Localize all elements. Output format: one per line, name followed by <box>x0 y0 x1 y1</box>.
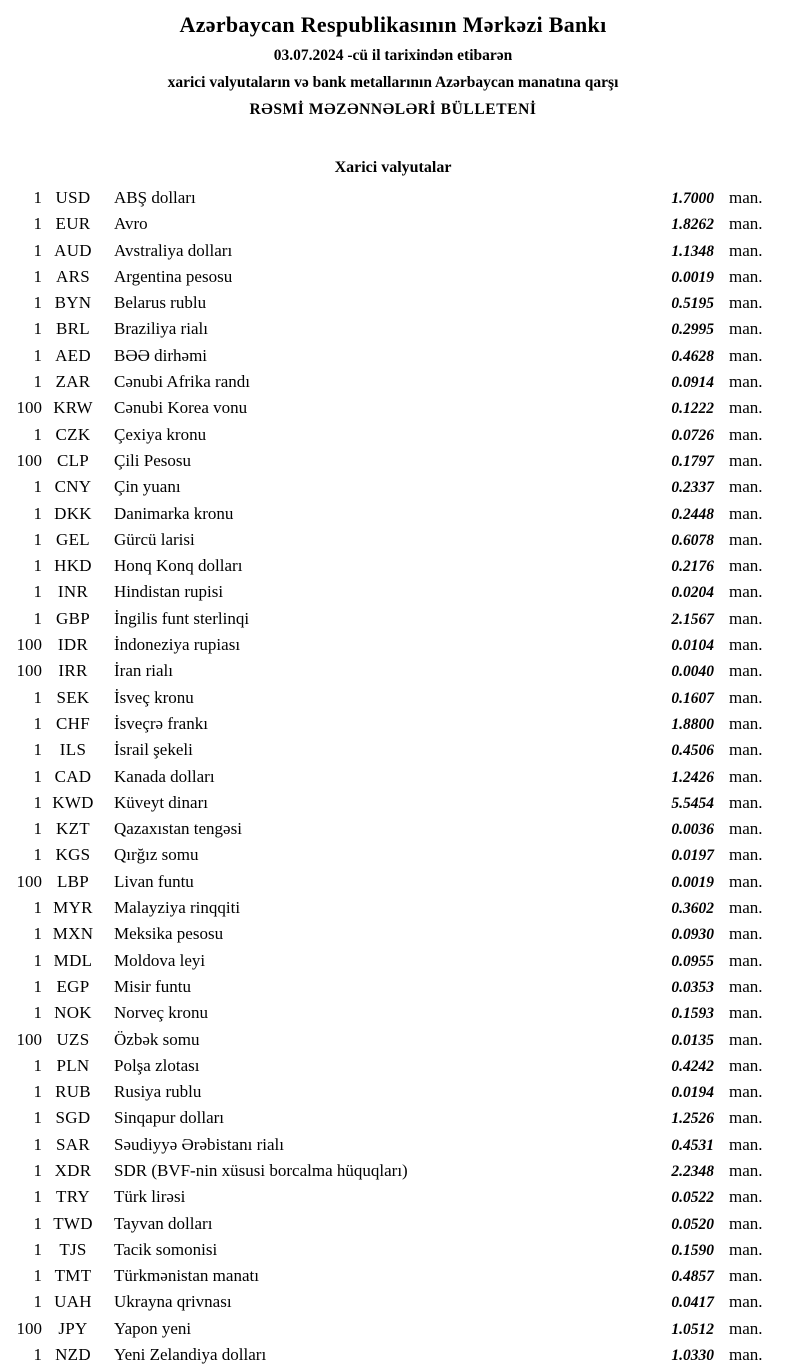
currency-row <box>14 737 772 763</box>
currency-code-cell: LBP <box>56 871 90 891</box>
nominal-cell: 1 <box>33 924 42 944</box>
currency-unit-cell: man. <box>729 529 763 549</box>
bulletin-header <box>14 12 772 119</box>
rate-value-cell: 0.2448 <box>671 505 714 523</box>
rate-value-cell: 0.0726 <box>671 426 714 444</box>
section-title-foreign-currencies: Xarici valyutalar <box>334 159 452 176</box>
currency-unit-cell: man. <box>729 319 763 339</box>
rate-value-cell: 1.0512 <box>671 1320 714 1338</box>
currency-name-cell: Çili Pesosu <box>114 450 191 470</box>
bank-title: Azərbaycan Respublikasının Mərkəzi Bankı <box>179 12 607 37</box>
currency-name-cell: İsrail şekeli <box>114 740 193 760</box>
nominal-cell: 100 <box>16 450 42 470</box>
currency-name-cell: Türk lirəsi <box>114 1187 186 1207</box>
currency-unit-cell: man. <box>729 819 763 839</box>
currency-unit-cell: man. <box>729 1134 763 1154</box>
currency-name-cell: Qazaxıstan tengəsi <box>114 819 242 839</box>
currency-row <box>14 1079 772 1105</box>
rate-value-cell: 1.1348 <box>671 242 714 260</box>
nominal-cell: 1 <box>33 713 42 733</box>
rate-value-cell: 0.4242 <box>671 1057 714 1075</box>
currency-name-cell: SDR (BVF-nin xüsusi borcalma hüquqları) <box>114 1160 408 1180</box>
currency-row <box>14 1184 772 1210</box>
currency-name-cell: İsveçrə frankı <box>114 713 208 733</box>
currency-row <box>14 1211 772 1237</box>
currency-name-cell: Səudiyyə Ərəbistanı rialı <box>114 1134 284 1154</box>
currency-code-cell: CNY <box>54 477 92 497</box>
nominal-cell: 100 <box>16 661 42 681</box>
currency-code-cell: DKK <box>54 503 92 523</box>
currency-unit-cell: man. <box>729 1318 763 1338</box>
currency-code-cell: ZAR <box>55 372 91 392</box>
rate-value-cell: 0.0197 <box>671 847 714 865</box>
currency-name-cell: Livan funtu <box>114 871 194 891</box>
currency-row <box>14 921 772 947</box>
currency-unit-cell: man. <box>729 1108 763 1128</box>
currency-code-cell: HKD <box>54 556 92 576</box>
currency-code-cell: KWD <box>52 792 94 812</box>
nominal-cell: 100 <box>16 1029 42 1049</box>
currency-name-cell: Danimarka kronu <box>114 503 234 523</box>
currency-rates-table <box>14 185 772 1368</box>
currency-unit-cell: man. <box>729 1292 763 1312</box>
currency-unit-cell: man. <box>729 898 763 918</box>
currency-row <box>14 553 772 579</box>
currency-code-cell: ILS <box>59 740 87 760</box>
currency-row <box>14 658 772 684</box>
currency-row <box>14 1000 772 1026</box>
currency-code-cell: TRY <box>56 1187 90 1207</box>
nominal-cell: 1 <box>33 214 42 234</box>
currency-unit-cell: man. <box>729 635 763 655</box>
rate-value-cell: 1.8800 <box>671 715 714 733</box>
rate-value-cell: 0.0019 <box>671 873 714 891</box>
nominal-cell: 1 <box>33 792 42 812</box>
currency-row <box>14 685 772 711</box>
currency-unit-cell: man. <box>729 1239 763 1259</box>
nominal-cell: 1 <box>33 503 42 523</box>
currency-code-cell: CZK <box>55 424 91 444</box>
rate-value-cell: 0.0914 <box>671 374 714 392</box>
nominal-cell: 1 <box>33 1239 42 1259</box>
currency-unit-cell: man. <box>729 1029 763 1049</box>
currency-unit-cell: man. <box>729 766 763 786</box>
currency-code-cell: CAD <box>54 766 92 786</box>
rate-value-cell: 0.1607 <box>671 689 714 707</box>
currency-row <box>14 632 772 658</box>
nominal-cell: 100 <box>16 635 42 655</box>
rate-value-cell: 1.0330 <box>671 1347 714 1365</box>
rate-value-cell: 0.0417 <box>671 1294 714 1312</box>
rate-value-cell: 1.2526 <box>671 1110 714 1128</box>
currency-row <box>14 290 772 316</box>
currency-unit-cell: man. <box>729 293 763 313</box>
rate-value-cell: 1.7000 <box>671 190 714 207</box>
rate-value-cell: 0.0522 <box>671 1189 714 1207</box>
currency-code-cell: MDL <box>53 950 93 970</box>
currency-name-cell: BƏƏ dirhəmi <box>114 345 208 365</box>
currency-row <box>14 1105 772 1131</box>
currency-name-cell: İndoneziya rupiası <box>114 635 241 655</box>
currency-name-cell: Tayvan dolları <box>114 1213 213 1233</box>
currency-unit-cell: man. <box>729 188 763 207</box>
rate-value-cell: 0.0930 <box>671 926 714 944</box>
currency-unit-cell: man. <box>729 608 763 628</box>
currency-row <box>14 185 772 211</box>
rate-value-cell: 0.4531 <box>671 1136 714 1154</box>
currency-name-cell: Moldova leyi <box>114 950 206 970</box>
currency-code-cell: IRR <box>58 661 88 681</box>
currency-row <box>14 1237 772 1263</box>
currency-row <box>14 422 772 448</box>
rate-value-cell: 0.0204 <box>671 584 714 602</box>
currency-name-cell: Küveyt dinarı <box>114 792 208 812</box>
rate-value-cell: 0.0135 <box>671 1031 714 1049</box>
currency-unit-cell: man. <box>729 240 763 260</box>
currency-row <box>14 764 772 790</box>
currency-code-cell: INR <box>57 582 89 602</box>
currency-code-cell: KGS <box>55 845 91 865</box>
rate-value-cell: 2.1567 <box>671 610 714 628</box>
nominal-cell: 1 <box>33 319 42 339</box>
currency-code-cell: USD <box>55 188 91 207</box>
currency-row <box>14 448 772 474</box>
currency-code-cell: TWD <box>53 1213 93 1233</box>
currency-code-cell: MXN <box>52 924 94 944</box>
currency-name-cell: Qırğız somu <box>114 845 199 865</box>
currency-name-cell: Cənubi Korea vonu <box>114 398 248 418</box>
currency-unit-cell: man. <box>729 450 763 470</box>
currency-unit-cell: man. <box>729 661 763 681</box>
currency-unit-cell: man. <box>729 1187 763 1207</box>
rate-value-cell: 1.8262 <box>671 216 714 234</box>
rate-value-cell: 0.1590 <box>671 1241 714 1259</box>
currency-name-cell: Misir funtu <box>114 976 191 996</box>
currency-code-cell: UAH <box>54 1292 92 1312</box>
effective-date-line: 03.07.2024 -cü il tarixindən etibarən <box>273 47 513 64</box>
currency-unit-cell: man. <box>729 1055 763 1075</box>
currency-name-cell: Rusiya rublu <box>114 1082 202 1102</box>
currency-code-cell: XDR <box>54 1160 92 1180</box>
currency-code-cell: TMT <box>54 1266 92 1286</box>
currency-code-cell: PLN <box>56 1055 90 1075</box>
currency-unit-cell: man. <box>729 398 763 418</box>
nominal-cell: 1 <box>33 1213 42 1233</box>
currency-name-cell: Çin yuanı <box>114 477 181 497</box>
rate-value-cell: 0.1797 <box>671 452 714 470</box>
currency-code-cell: RUB <box>55 1082 91 1102</box>
currency-name-cell: Gürcü larisi <box>114 529 195 549</box>
currency-row <box>14 316 772 342</box>
currency-name-cell: Türkmənistan manatı <box>114 1266 259 1286</box>
nominal-cell: 1 <box>33 976 42 996</box>
currency-name-cell: İngilis funt sterlinqi <box>114 608 250 628</box>
currency-row <box>14 1316 772 1342</box>
subject-line: xarici valyutaların və bank metallarının Azərbaycan manatına qarşı <box>167 74 619 91</box>
rate-value-cell: 0.4628 <box>671 347 714 365</box>
currency-code-cell: AUD <box>54 240 92 260</box>
nominal-cell: 1 <box>33 293 42 313</box>
nominal-cell: 1 <box>33 1345 42 1365</box>
currency-row <box>14 369 772 395</box>
currency-unit-cell: man. <box>729 477 763 497</box>
currency-code-cell: CLP <box>56 450 90 470</box>
currency-unit-cell: man. <box>729 1345 763 1365</box>
currency-unit-cell: man. <box>729 924 763 944</box>
currency-code-cell: SAR <box>56 1134 90 1154</box>
nominal-cell: 1 <box>33 950 42 970</box>
currency-unit-cell: man. <box>729 1213 763 1233</box>
nominal-cell: 1 <box>33 556 42 576</box>
currency-name-cell: İsveç kronu <box>114 687 194 707</box>
currency-code-cell: GBP <box>56 608 90 628</box>
currency-name-cell: Norveç kronu <box>114 1003 208 1023</box>
currency-name-cell: Kanada dolları <box>114 766 215 786</box>
nominal-cell: 1 <box>33 898 42 918</box>
rate-value-cell: 1.2426 <box>671 768 714 786</box>
currency-row <box>14 948 772 974</box>
rate-value-cell: 5.5454 <box>671 794 714 812</box>
rate-value-cell: 0.0520 <box>671 1215 714 1233</box>
rate-value-cell: 0.0036 <box>671 821 714 839</box>
nominal-cell: 1 <box>33 1292 42 1312</box>
currency-unit-cell: man. <box>729 740 763 760</box>
currency-unit-cell: man. <box>729 556 763 576</box>
currency-name-cell: ABŞ dolları <box>114 188 196 207</box>
currency-row <box>14 501 772 527</box>
currency-unit-cell: man. <box>729 582 763 602</box>
currency-unit-cell: man. <box>729 1160 763 1180</box>
currency-row <box>14 816 772 842</box>
currency-code-cell: AED <box>55 345 91 365</box>
currency-unit-cell: man. <box>729 1082 763 1102</box>
currency-code-cell: MYR <box>53 898 93 918</box>
currency-name-cell: Avro <box>114 214 148 234</box>
currency-name-cell: Hindistan rupisi <box>114 582 224 602</box>
nominal-cell: 1 <box>33 1003 42 1023</box>
currency-unit-cell: man. <box>729 1003 763 1023</box>
currency-code-cell: EUR <box>55 214 91 234</box>
currency-unit-cell: man. <box>729 424 763 444</box>
currency-row <box>14 1289 772 1315</box>
rate-value-cell: 0.0040 <box>671 663 714 681</box>
rate-value-cell: 0.4506 <box>671 742 714 760</box>
nominal-cell: 1 <box>33 345 42 365</box>
currency-row <box>14 527 772 553</box>
currency-name-cell: Özbək somu <box>114 1029 200 1049</box>
currency-name-cell: Yeni Zelandiya dolları <box>114 1345 267 1365</box>
currency-unit-cell: man. <box>729 266 763 286</box>
currency-code-cell: BYN <box>54 293 92 313</box>
nominal-cell: 1 <box>33 529 42 549</box>
currency-name-cell: Çexiya kronu <box>114 424 207 444</box>
currency-row <box>14 974 772 1000</box>
nominal-cell: 1 <box>33 740 42 760</box>
currency-row <box>14 1027 772 1053</box>
rate-value-cell: 2.2348 <box>671 1162 714 1180</box>
nominal-cell: 100 <box>16 871 42 891</box>
currency-unit-cell: man. <box>729 792 763 812</box>
currency-name-cell: Yapon yeni <box>114 1318 192 1338</box>
currency-row <box>14 606 772 632</box>
currency-row <box>14 895 772 921</box>
nominal-cell: 1 <box>33 1055 42 1075</box>
currency-code-cell: UZS <box>56 1029 90 1049</box>
currency-code-cell: KZT <box>56 819 90 839</box>
currency-code-cell: SGD <box>55 1108 91 1128</box>
currency-row <box>14 579 772 605</box>
currency-code-cell: TJS <box>59 1239 87 1259</box>
rate-value-cell: 0.0019 <box>671 268 714 286</box>
currency-row <box>14 1053 772 1079</box>
currency-code-cell: BRL <box>56 319 90 339</box>
currency-code-cell: GEL <box>56 529 90 549</box>
currency-name-cell: Sinqapur dolları <box>114 1108 225 1128</box>
nominal-cell: 1 <box>33 1082 42 1102</box>
nominal-cell: 1 <box>33 372 42 392</box>
nominal-cell: 1 <box>33 1187 42 1207</box>
nominal-cell: 100 <box>16 1318 42 1338</box>
currency-name-cell: İran rialı <box>114 661 173 681</box>
currency-name-cell: Malayziya rinqqiti <box>114 898 241 918</box>
nominal-cell: 1 <box>33 240 42 260</box>
currency-name-cell: Argentina pesosu <box>114 266 233 286</box>
currency-row <box>14 1158 772 1184</box>
nominal-cell: 1 <box>33 1134 42 1154</box>
currency-code-cell: NOK <box>54 1003 92 1023</box>
currency-name-cell: Belarus rublu <box>114 293 207 313</box>
currency-code-cell: SEK <box>56 687 90 707</box>
nominal-cell: 1 <box>33 424 42 444</box>
rate-value-cell: 0.0194 <box>671 1084 714 1102</box>
rate-value-cell: 0.0104 <box>671 637 714 655</box>
currency-code-cell: IDR <box>57 635 89 655</box>
currency-name-cell: Tacik somonisi <box>114 1239 218 1259</box>
nominal-cell: 1 <box>33 1266 42 1286</box>
currency-code-cell: NZD <box>55 1345 91 1365</box>
currency-code-cell: JPY <box>58 1318 88 1338</box>
currency-name-cell: Meksika pesosu <box>114 924 224 944</box>
currency-unit-cell: man. <box>729 871 763 891</box>
currency-unit-cell: man. <box>729 1266 763 1286</box>
currency-unit-cell: man. <box>729 713 763 733</box>
nominal-cell: 1 <box>33 1108 42 1128</box>
rate-value-cell: 0.2176 <box>671 558 714 576</box>
currency-name-cell: Polşa zlotası <box>114 1055 200 1075</box>
rate-value-cell: 0.0955 <box>671 952 714 970</box>
currency-unit-cell: man. <box>729 976 763 996</box>
currency-code-cell: EGP <box>56 976 90 996</box>
currency-name-cell: Honq Konq dolları <box>114 556 243 576</box>
currency-name-cell: Ukrayna qrivnası <box>114 1292 232 1312</box>
currency-unit-cell: man. <box>729 345 763 365</box>
rate-value-cell: 0.6078 <box>671 531 714 549</box>
currency-row <box>14 343 772 369</box>
rate-value-cell: 0.2995 <box>671 321 714 339</box>
currency-row <box>14 869 772 895</box>
currency-row <box>14 238 772 264</box>
currency-code-cell: CHF <box>56 713 90 733</box>
rate-value-cell: 0.1593 <box>671 1005 714 1023</box>
nominal-cell: 1 <box>33 188 42 207</box>
nominal-cell: 1 <box>33 766 42 786</box>
currency-unit-cell: man. <box>729 214 763 234</box>
currency-row <box>14 395 772 421</box>
nominal-cell: 1 <box>33 687 42 707</box>
currency-unit-cell: man. <box>729 950 763 970</box>
currency-unit-cell: man. <box>729 503 763 523</box>
currency-row <box>14 1263 772 1289</box>
currency-code-cell: KRW <box>53 398 93 418</box>
rate-value-cell: 0.3602 <box>671 900 714 918</box>
nominal-cell: 1 <box>33 819 42 839</box>
currency-row <box>14 790 772 816</box>
nominal-cell: 1 <box>33 1160 42 1180</box>
currency-row <box>14 711 772 737</box>
currency-unit-cell: man. <box>729 372 763 392</box>
rate-value-cell: 0.0353 <box>671 978 714 996</box>
rate-value-cell: 0.5195 <box>671 295 714 313</box>
currency-name-cell: Avstraliya dolları <box>114 240 233 260</box>
nominal-cell: 1 <box>33 477 42 497</box>
currency-row <box>14 211 772 237</box>
currency-row <box>14 842 772 868</box>
nominal-cell: 1 <box>33 266 42 286</box>
currency-row <box>14 1132 772 1158</box>
rate-value-cell: 0.4857 <box>671 1268 714 1286</box>
currency-row <box>14 1342 772 1368</box>
nominal-cell: 1 <box>33 608 42 628</box>
rate-value-cell: 0.2337 <box>671 479 714 497</box>
rate-value-cell: 0.1222 <box>671 400 714 418</box>
nominal-cell: 100 <box>16 398 42 418</box>
nominal-cell: 1 <box>33 845 42 865</box>
currency-name-cell: Cənubi Afrika randı <box>114 372 250 392</box>
currency-row <box>14 264 772 290</box>
bulletin-title-line: RƏSMİ MƏZƏNNƏLƏRİ BÜLLETENİ <box>249 101 537 118</box>
currency-code-cell: ARS <box>56 266 90 286</box>
currency-row <box>14 474 772 500</box>
nominal-cell: 1 <box>33 582 42 602</box>
currency-unit-cell: man. <box>729 687 763 707</box>
currency-name-cell: Braziliya rialı <box>114 319 208 339</box>
currency-unit-cell: man. <box>729 845 763 865</box>
